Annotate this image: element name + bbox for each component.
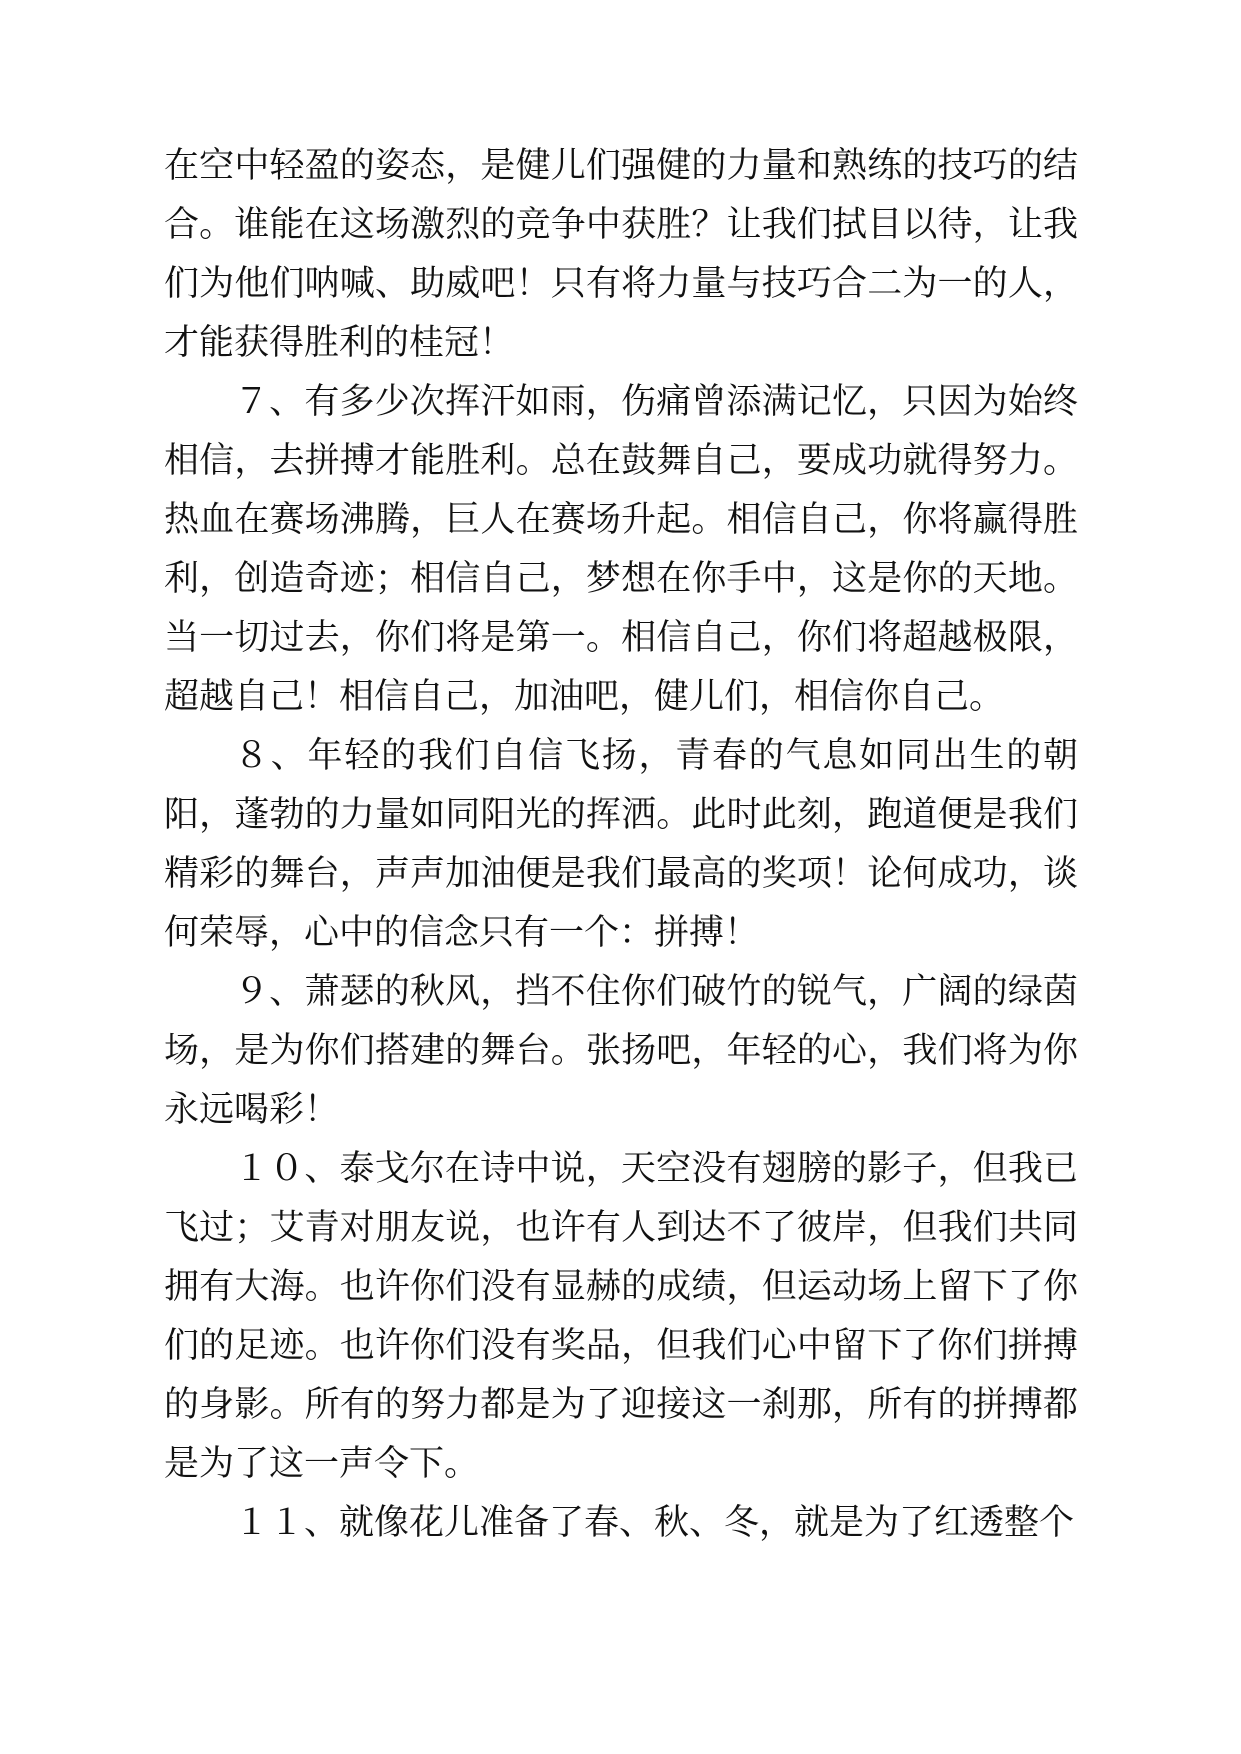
paragraph-7: ７、有多少次挥汗如雨，伤痛曾添满记忆，只因为始终相信，去拼搏才能胜利。总在鼓舞自己，要成功就得努力。热血在赛场沸腾，巨人在赛场升起。相信自己，你将赢得胜利，创造奇迹；相信自己，梦想在你手中，这是你的天地。当一切过去，你们将是第一。相信自己，你们将超越极限，超越自己！相信自己，加油吧，健儿们，相信你自己。 bbox=[164, 382, 1078, 716]
document-text-area bbox=[164, 136, 1078, 1552]
paragraph-8: ８、年轻的我们自信飞扬，青春的气息如同出生的朝阳，蓬勃的力量如同阳光的挥洒。此时此刻，跑道便是我们精彩的舞台，声声加油便是我们最高的奖项！论何成功，谈何荣辱，心中的信念只有一个：拼搏！ bbox=[164, 736, 1078, 952]
paragraph-11: １１、就像花儿准备了春、秋、冬，就是为了红透整个 bbox=[234, 1503, 1075, 1542]
paragraph-6-continuation: 在空中轻盈的姿态，是健儿们强健的力量和熟练的技巧的结合。谁能在这场激烈的竞争中获胜？让我们拭目以待，让我们为他们呐喊、助威吧！只有将力量与技巧合二为一的人，才能获得胜利的桂冠！ bbox=[164, 146, 1078, 362]
paragraph-9: ９、萧瑟的秋风，挡不住你们破竹的锐气，广阔的绿茵场，是为你们搭建的舞台。张扬吧，年轻的心，我们将为你永远喝彩！ bbox=[164, 972, 1078, 1129]
paragraph-10: １０、泰戈尔在诗中说，天空没有翅膀的影子，但我已飞过；艾青对朋友说，也许有人到达不了彼岸，但我们共同拥有大海。也许你们没有显赫的成绩，但运动场上留下了你们的足迹。也许你们没有奖品，但我们心中留下了你们拼搏的身影。所有的努力都是为了迎接这一刹那，所有的拼搏都是为了这一声令下。 bbox=[164, 1149, 1078, 1483]
